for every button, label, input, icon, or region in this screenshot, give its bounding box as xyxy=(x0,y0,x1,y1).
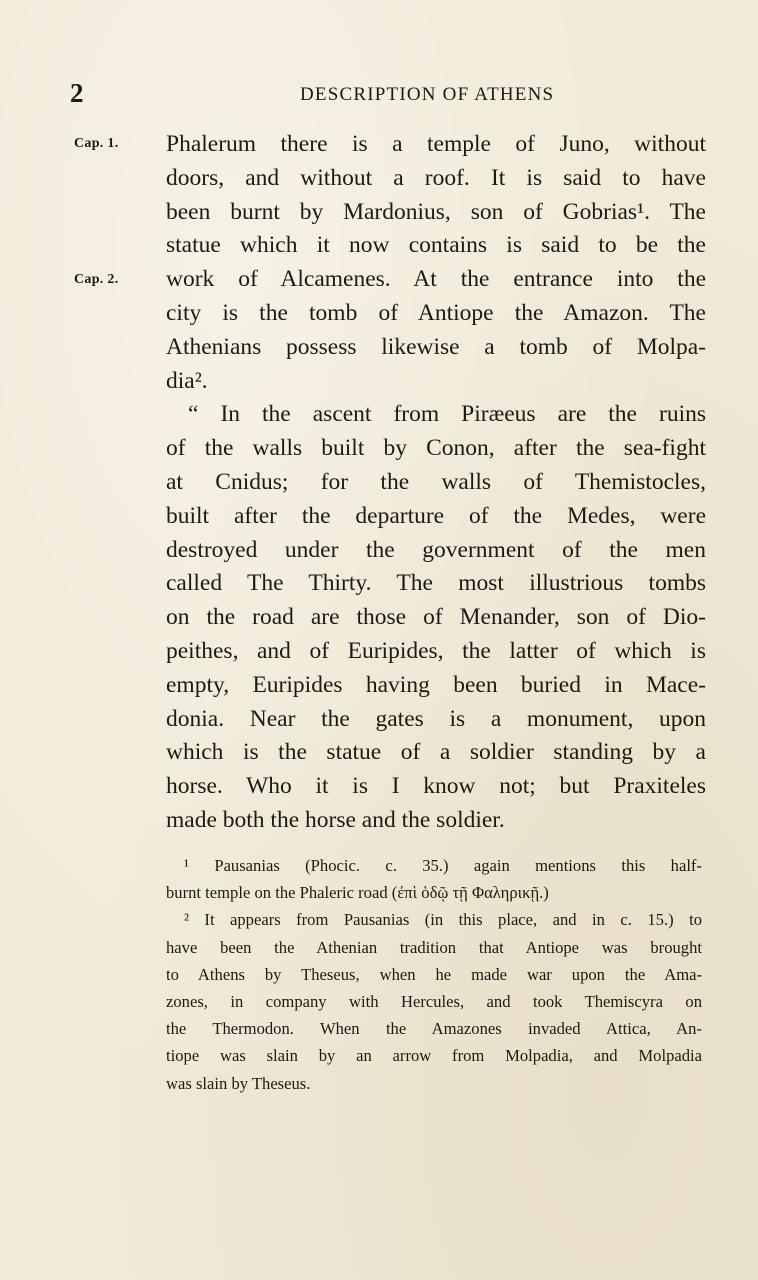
text-line: which is the statue of a soldier standing by a xyxy=(166,739,706,766)
text-line: made both the horse and the soldier. xyxy=(166,806,505,833)
text-line: doors, and without a roof. It is said to have xyxy=(166,164,706,191)
page-number: 2 xyxy=(70,78,84,108)
text-line: destroyed under the government of the men xyxy=(166,536,706,563)
text-line: “ In the ascent from Piræeus are the ruins xyxy=(188,401,706,428)
footnote-line: ¹ Pausanias (Phocic. c. 35.) again mentions this half- xyxy=(184,856,702,875)
footnotes xyxy=(166,852,702,1097)
text-line: Athenians possess likewise a tomb of Molpa- xyxy=(166,333,706,360)
text-line: horse. Who it is I know not; but Praxiteles xyxy=(166,773,706,800)
text-line: been burnt by Mardonius, son of Gobrias¹. The xyxy=(166,198,706,225)
text-line: called The Thirty. The most illustrious tombs xyxy=(166,570,706,597)
text-line: of the walls built by Conon, after the sea-fight xyxy=(166,435,706,462)
text-line: donia. Near the gates is a monument, upon xyxy=(166,705,706,732)
page-header xyxy=(70,78,710,108)
text-line: empty, Euripides having been buried in Mace- xyxy=(166,671,706,698)
footnote-line: zones, in company with Hercules, and took Themiscyra on xyxy=(166,991,702,1011)
margin-note-cap-1: Cap. 1. xyxy=(74,136,119,151)
footnote-line: tiope was slain by an arrow from Molpadia, and Molpadia xyxy=(166,1046,702,1066)
margin-note-cap-2: Cap. 2. xyxy=(74,272,119,287)
text-line: at Cnidus; for the walls of Themistocles, xyxy=(166,468,706,495)
body-text xyxy=(166,128,706,838)
text-line: peithes, and of Euripides, the latter of which is xyxy=(166,637,706,664)
footnote-line: the Thermodon. When the Amazones invaded Attica, An- xyxy=(166,1019,702,1039)
text-line: Phalerum there is a temple of Juno, without xyxy=(166,131,706,157)
text-line: city is the tomb of Antiope the Amazon. The xyxy=(166,299,706,326)
footnote-line: have been the Athenian tradition that Antiope was brought xyxy=(166,937,702,957)
footnote-line: was slain by Theseus. xyxy=(166,1073,311,1093)
footnote-line: to Athens by Theseus, when he made war upon the Ama- xyxy=(166,964,702,984)
footnote-line: burnt temple on the Phaleric road (ἐπὶ ὁδῷ τῇ Φαληρικῇ.) xyxy=(166,883,549,903)
text-line: dia². xyxy=(166,367,208,394)
text-line: statue which it now contains is said to be the xyxy=(166,232,706,259)
text-line: on the road are those of Menander, son of Dio- xyxy=(166,604,706,631)
text-line: built after the departure of the Medes, were xyxy=(166,502,706,529)
text-line: work of Alcamenes. At the entrance into the xyxy=(166,266,706,293)
running-title: DESCRIPTION OF ATHENS xyxy=(300,84,555,105)
footnote-line: ² It appears from Pausanias (in this place, and in c. 15.) to xyxy=(184,910,702,930)
